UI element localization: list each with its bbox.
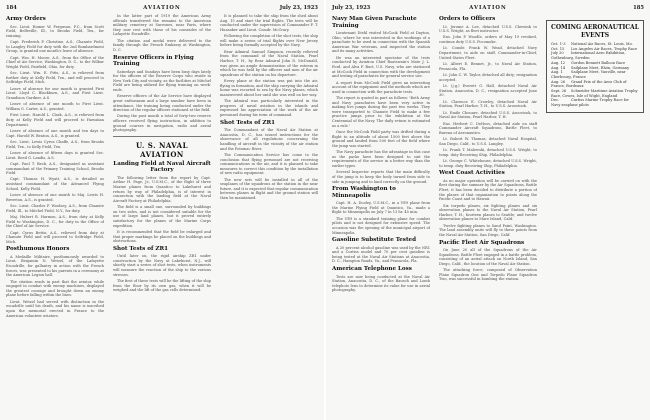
article-paragraph: Once the McCook Field party was drifted during a flight to an altitude of about 1500 feet above the ground and landed from 500 feet of the field where the jump was started. bbox=[332, 130, 430, 148]
event-text: Schneider Maritime Aviation Trophy Race, Cowes, Isle of Wight, England bbox=[551, 89, 638, 98]
article-paragraph: Following the completion of the shot tests, the ship will make a series of trial flights over New Jersey before being formally accepted by the Navy. bbox=[220, 34, 318, 48]
article-paragraph: Reserve officers of the Air Service have displayed great enthusiasm and a large number have been in attendance, the training being conducted under the direction of the regular officers stationed at the field. bbox=[113, 94, 211, 113]
events-list bbox=[551, 42, 639, 108]
article-heading: Pacific Fleet Air Squadrons bbox=[439, 239, 525, 246]
article-paragraph: Ens. Herbert C. DeHoss, detached aide on staff Commander Aircraft Squadrons, Battle Fleet, to Bureau of Aeronautics. bbox=[439, 121, 537, 135]
article-paragraph: The following letter from the report by Capt. Arthur H. Page, Jr., U.S.M.C., of the flight of three Marine planes from Quantico to Lakehurst and return by way of Philadelphia, is of interest in connection with the landing field at the Naval Aircraft Factory at Philadelphia. bbox=[113, 175, 211, 203]
article-paragraph: Ens. John P. Woodle, orders of May 19 revoked, continue duty U.S.S. Pocomoke. bbox=[439, 35, 537, 45]
article-paragraph: The Communication Service has come to the conclusion that flying personnel are not receiving communications in the air, and it is planned to take measures to correct this condition by the installation of new radio equipment. bbox=[220, 152, 318, 176]
event-date: Dec. bbox=[551, 98, 560, 103]
column bbox=[113, 14, 211, 418]
event-text: Grand Prix of the Aero Club of France, Bordeaux bbox=[551, 79, 627, 89]
page-number: 184 bbox=[6, 5, 17, 11]
event-date: Aug. 12 bbox=[551, 60, 566, 65]
article-heading: Orders to Officers bbox=[439, 16, 496, 22]
event-item bbox=[551, 70, 639, 79]
article-paragraph: Sec. Lieut. Homer W. Ferguson, F.C., from Scott Field, Belleville, Ill., to Brooks Field, Tex., for training. bbox=[6, 24, 104, 38]
article-paragraph: Until later on, the rigid airship ZR1 under construction by the Navy at Lakehurst, N.J., will shortly start a series of shot tests, when instruments will measure the reaction of the ship to the various stresses. bbox=[113, 254, 211, 277]
article-heading: Gasoline Substitute Tested bbox=[332, 237, 417, 244]
article-paragraph: Leave of absence of one month and ten days to Capt. Harold W. Beaton, A.S., is granted. bbox=[6, 128, 104, 138]
article-paragraph: Lt. Frank T. Malewski, detached U.S.S. Wright, to temp. duty Receiving Ship, Philadelphia. bbox=[439, 148, 537, 157]
article-paragraph: Lt. Albert E. Bennet, Jr., to Naval Air Station, Pensacola, Fla. bbox=[439, 62, 537, 71]
article-paragraph: Capt. Thomas H. Wyatt, A.S., is detailed as assistant commandant of the Advanced Flying School, Kelly Field. bbox=[6, 177, 104, 191]
events-title: COMING AERONAUTICAL EVENTS bbox=[551, 24, 639, 39]
event-item bbox=[551, 98, 639, 107]
article-paragraph: On June 20 all of the Squadrons of the Air Squadrons, Battle Fleet engaged in a battle problem, consisting of an aerial attack on North Island, San Diego, Calif., the location of the Naval Air Station. bbox=[439, 248, 537, 266]
event-item bbox=[551, 89, 639, 98]
article-paragraph: Rear Admiral Samuel Simpson, recently relieved from the command of the Naval Station, Pearl Harbor, T. H., by Rear Admiral John D. McDonald, was given an ample demonstration of the esteem in which he was held by the officers and men of the air squadrons of the station on his departure. bbox=[220, 49, 318, 77]
event-text: Gordon Bennett Balloon Race bbox=[571, 60, 626, 65]
article-paragraph: Lieut. Wetzel had served with distinction in the escadrille until his death, and his name is inscribed upon the memorial erected in France to the American volunteer aviators. bbox=[6, 299, 104, 318]
article-paragraph: The report is quoted in part as follows: 'Both Army and Navy parachutes have been very active in making live jumps during the past two weeks. They were transported to Chanute Field to make a few practice jumps prior to the exhibition at the Centennial of the Navy. The daily return is estimated as a rule.' bbox=[332, 96, 430, 128]
article-paragraph: The VE9 is a standard training plane for combat pilots and is not designed for extensive speed. The occasion was the opening of the municipal airport of Minneapolis. bbox=[332, 216, 430, 235]
article-paragraph: The citation and medal were delivered to the family through the French Embassy at Washington, D. C. bbox=[113, 38, 211, 52]
left-page bbox=[0, 0, 324, 420]
article-paragraph: Sec. Lieut. Wm. E. Pitts, A.S., is relieved from further duty at Kelly Field, Tex., and will proceed to Selfridge Field, Mich. bbox=[6, 71, 104, 85]
article-heading: Landing Field at Naval Aircraft Factory bbox=[113, 160, 211, 174]
article-paragraph: The citation reads in part that the aviator, while engaged in combat with enemy machines, displayed the greatest courage and brought down an enemy plane before falling within the lines. bbox=[6, 279, 104, 298]
event-item bbox=[551, 51, 639, 60]
page-header bbox=[6, 5, 318, 14]
article-paragraph: The Navy parachute has the advantage in this case as the packs have been designed to suit the requirements of the service in a better way than the earlier types. bbox=[332, 150, 430, 169]
article-heading: American Telephone Loss bbox=[332, 266, 412, 273]
article-paragraph: Lt. Comdr. Frank W. Wead, detached Navy Department, to aide on staff, Commander-in-Chief, United States Fleet. bbox=[439, 46, 537, 60]
event-text: Curtiss Marine Trophy Race for Navy seaplane pilots bbox=[551, 98, 629, 108]
article-heading: Posthumous Honors bbox=[6, 246, 70, 253]
article-paragraph: Twelve fighting planes to Sand Point, Washington. The land assembly units will fly to these points from the Naval Air Station, San Diego, Calif. bbox=[439, 223, 537, 237]
article-paragraph: Every plane at the station was put into the air, flying in formation, and the ship carrying the Admiral home was escorted to sea by the Navy planes, which maneuvered about her until she was well on her way. bbox=[220, 79, 318, 97]
article-paragraph: A report from McCook Field gives an interesting account of the equipment and the methods which are used in connection with the parachute tests. bbox=[332, 80, 430, 94]
article-paragraph: It is recommended that the field be enlarged and that proper markings be placed on the buildings and obstructions. bbox=[113, 229, 211, 244]
article-paragraph: Lt. Emile Chouare, detached U.S.S. Aroostook, to Naval Air Station, Pearl Harbor, T. H. bbox=[439, 110, 537, 120]
event-text: Los Angeles Air Races, Trophy Race bbox=[571, 46, 638, 51]
column bbox=[6, 14, 104, 418]
column bbox=[546, 14, 644, 418]
article-heading: Army Orders bbox=[6, 16, 46, 22]
article-paragraph: As no major operation will be carried on with the fleet during the summer by the Air Squadrons, Battle Fleet, it has been decided to distribute a portion of the planes of that organization to points along the Pacific Coast and to Hawaii. bbox=[439, 178, 537, 202]
article-heading: Shot Tests of ZR1 bbox=[220, 119, 275, 126]
event-text: Sailplane Meet, Vauville, near Cherbourg, France bbox=[551, 70, 626, 79]
article-heading: From Washington to Minneapolis bbox=[332, 186, 396, 199]
event-text: Sailplane Meet, Rhön, Germany bbox=[571, 65, 630, 70]
event-text: International Aero Exhibition, Gothenburg, Sweden bbox=[551, 51, 626, 61]
events-box bbox=[546, 20, 644, 113]
article-heading: Shot Tests of ZR1 bbox=[113, 245, 168, 252]
section-title: U. S. NAVAL AVIATION bbox=[135, 140, 189, 159]
column bbox=[439, 14, 537, 418]
article-heading: West Coast Activities bbox=[439, 170, 505, 177]
event-date: Oct. 15 bbox=[551, 46, 565, 51]
article-paragraph: A Medaille Militaire, posthumously awarded to Lieut. Benjamin N. Wetzel, of the Lafayette Escadrille, for gallantry in action with the French forces, was presented to his parents in a ceremony at the American Legion hall. bbox=[6, 254, 104, 278]
article-paragraph: The new sets will be installed in all of the seaplanes of the squadrons at the station in the near future, and it is expected that regular communication between planes in flight and the ground station will then be maintained. bbox=[220, 177, 318, 201]
article-paragraph: Leave of absence of fifteen days is granted Sec. Lieut. Reed G. Landis, A.S. bbox=[6, 150, 104, 160]
article-paragraph: Capt. Paul T. Beck, A.S., designated as assistant commandant of the Primary Training School, Brooks Field. bbox=[6, 161, 104, 176]
article-paragraph: Leave of absence for one month is granted First Lieut. Lloyd C. Blackburn, A.S., and First Lieut. Grandison Gardner, A.S. bbox=[6, 86, 104, 100]
article-paragraph: Tests are now being conducted at the Naval Air Station, Anacostia, D. C., of the Bausch and Lomb telephoto lens to determine its value for use in aerial photography. bbox=[332, 274, 430, 293]
article-paragraph: The field is a small one, surrounded by buildings on two sides, and is not considered suitable for the use of large land planes, but it proved entirely satisfactory for the planes of the Marine Corps expedition. bbox=[113, 205, 211, 228]
article-paragraph: Several Inspector reports that the main difficulty of the jump is to keep the body turned from side to side in jumping and to land correctly on the ground. bbox=[332, 170, 430, 184]
page-header bbox=[332, 5, 644, 14]
article-paragraph: Lt. George C. Whitehouse, detached U.S.S. Wright, to temp. duty Receiving Ship, Philadelphia. bbox=[439, 159, 537, 168]
event-date: Sept. 26 bbox=[551, 89, 567, 94]
article-paragraph: Capt. Frederick F. Christine, A.S., Chanute Field, to Langley Field for duty with the 2nd Bombardment Group, is granted one month's leave of absence. bbox=[6, 40, 104, 54]
right-page bbox=[326, 0, 650, 420]
article-paragraph: The Commandant of the Naval Air Station at Anacostia, D. C., has issued instructions for the observance of all regulations concerning the handling of aircraft in the vicinity of the air station and the Potomac River. bbox=[220, 128, 318, 151]
article-paragraph: Sec. Lieut. Lewis Cyrus Chaffe, A.S., from Brooks Field, Tex., to Kelly Field, Tex. bbox=[6, 139, 104, 149]
article-paragraph: Lt. Robert W. Thomas, detached Naval Hospital, San Diego, Calif., to U.S.S. Langley. bbox=[439, 137, 537, 146]
article-paragraph: Lt. John C. W. Taylor, detached all duty; resignation accepted. bbox=[439, 73, 537, 82]
article-paragraph: In the latter part of 1919 the American Army officials transferred the remains to the American military cemetery at Suresnes, near Paris, where they now rest with those of his comrades of the Lafayette Escadrille. bbox=[113, 14, 211, 37]
article-heading: Reserve Officers in Flying Training bbox=[113, 54, 194, 68]
section-rule bbox=[113, 136, 211, 137]
event-item bbox=[551, 80, 639, 89]
article-paragraph: The Admiral was particularly interested in the progress of naval aviation in the islands and expressed his appreciation of the work of the air personnel during his term of command. bbox=[220, 99, 318, 118]
article-paragraph: Lt. (j.g.) Everett G. Hall, detached Naval Air Station, Anacostia, D. C., resignation accepted June 30. bbox=[439, 84, 537, 98]
issue-date: July 23, 1923 bbox=[332, 5, 371, 11]
article-paragraph: Lt. Clarence E. Crowley, detached Naval Air Station, Pearl Harbor, T. H., to U.S.S. Aroostook. bbox=[439, 99, 537, 109]
article-paragraph: Leave of absence of one month to Maj. Lewis H. Brereton, A.S., is granted. bbox=[6, 193, 104, 202]
event-date: Aug. 1 bbox=[551, 70, 563, 75]
article-paragraph: Capt. Cyrus Bettis, A.S., relieved from duty at Chanute Field and will proceed to Selfridge Field, Mich. bbox=[6, 230, 104, 244]
page-number: 185 bbox=[633, 5, 644, 11]
article-paragraph: Maj. Hubert R. Harmon, A.S., from duty at Kelly Field to Washington, D. C., for duty in the Office of the Chief of Air Service. bbox=[6, 215, 104, 229]
article-paragraph: Lt. Jerome A. Lee, detached U.S.S. Chewink to U.S.S. Wright, as fleet instructor. bbox=[439, 24, 537, 34]
article-paragraph: It is planned to take the ship from the shed about Aug. 15 and start the trial flights. The tests will be conducted under the supervision of Commander F. T. Hunsaker and Lieut. Comdr. McCrary. bbox=[220, 14, 318, 32]
article-paragraph: A 20 percent alcohol gasoline was used by the NR1 and a Curtiss model and 70 per cent gasoline is being tested at the Naval Air Stations at Anacostia, D. C., Hampton Roads, Va., and Pensacola, Fla. bbox=[332, 245, 430, 264]
article-paragraph: Capt. Wm. H. Moore, A.S., from the Office of the Chief of Air Service, Washington, D. C., to the Wilbur Wright Field, Fairfield, Ohio, for duty. bbox=[6, 55, 104, 69]
column bbox=[332, 14, 430, 418]
article-paragraph: The attacking force, composed of Observation Plane Squadron One and Torpedo Plane Squadron Two, was successful in bombing the station. bbox=[439, 268, 537, 282]
event-text: National Air Races, St. Louis, Mo. bbox=[571, 42, 633, 46]
article-paragraph: He was an interested spectator of the tests conducted by Aviation Chief Boatswain's Mate J. L. Ford, and Alva F. Burt, U.S. Navy, who are stationed at McCook Field in connection with the development and testing of parachutes for general service use. bbox=[332, 55, 430, 79]
issue-date: July 23, 1923 bbox=[279, 5, 318, 11]
article-paragraph: During the past month a total of forty-two reserve officers received flying instruction, in addition to ground courses in navigation, radio and aerial photography. bbox=[113, 114, 211, 133]
running-head: AVIATION bbox=[469, 5, 507, 11]
article-paragraph: Sec. Lieut. Charles F. Woolsey, A.S., from Chanute Field, Ill., to Mitchel Field, N.Y., for duty. bbox=[6, 204, 104, 213]
article-paragraph: The first of these tests will be the lifting of the ship from the floor by its own gas, when it will be weighed and the lift of the gas cells determined. bbox=[113, 279, 211, 293]
article-paragraph: Lieutenant Diehl visited McCook Field at Dayton, Ohio, where he was interested in the workings of a parachute to be used in connection with the Spanish American War veterans, and inspected the station and its many activities. bbox=[332, 31, 430, 54]
event-date: Oct. 1-3 bbox=[551, 42, 566, 46]
event-date: July 20 bbox=[551, 51, 564, 56]
article-paragraph: Capt. H. A. Dooley, U.S.M.C., in a VE9 plane from the Marine Flying Field at Quantico, Va., made a flight to Minneapolis on July 7 in 13 hr. 45 min. bbox=[332, 201, 430, 215]
article-paragraph: First Lieut. Harold L. Clark, A.S., is relieved from duty at Kelly Field and will proceed to Hawaiian Department. bbox=[6, 113, 104, 127]
article-heading: Navy Man Given Parachute Training bbox=[332, 16, 417, 29]
article-paragraph: Saturdays and Sundays have been busy days lately for the officers of the Reserve Corps who reside in New York City and vicinity, as the facilities at Mitchel Field are being utilized for flying training on week-ends. bbox=[113, 69, 211, 92]
running-head: AVIATION bbox=[143, 5, 181, 11]
article-paragraph: Six torpedo planes, six fighting planes and six observation planes to the Naval Air Station, Pearl Harbor, T. H.; fourteen planes to Seattle; and twelve observation planes to Mare Island, Calif. bbox=[439, 203, 537, 222]
event-date: Aug. 26 bbox=[551, 79, 566, 84]
column bbox=[220, 14, 318, 418]
article-paragraph: Leave of absence of one month to First Lieut. William G. Carter, A.S., granted. bbox=[6, 102, 104, 111]
event-date: Aug. 14 bbox=[551, 65, 566, 70]
